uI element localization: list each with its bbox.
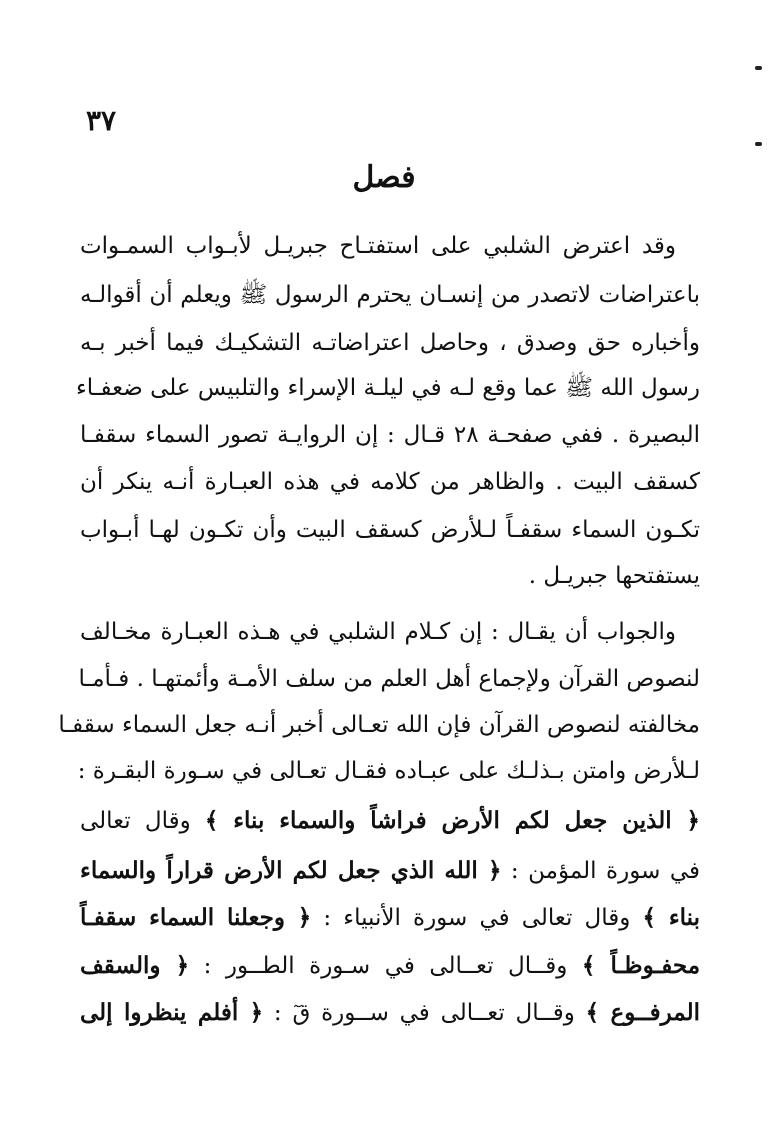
quran-verse: ﴿ الذين جعل لكم الأرض فراشاً والسماء بناء ﴾ [204,807,700,834]
text-line: البصيرة . ففي صفحـة ٢٨ قـال : إن الروايـة تصور السماء سقفـا [80,422,700,448]
text-line: وأخباره حق وصدق ، وحاصل اعتراضاتـه التشكيـك فيما أخبر بـه [80,330,700,356]
text-line: كسقف البيت . والظاهر من كلامه في هذه العبـارة أنـه ينكر أن [80,469,700,495]
verse-line [80,898,700,938]
text-line: لـلأرض وامتن بـذلـك على عبـاده فقـال تعـالى في سـورة البقـرة : [77,758,700,784]
text-span: وقــال تعــالى في ســورة قٓ : [263,1000,586,1026]
quran-verse: ﴿ أفلم ينظروا إلى [80,999,264,1026]
text-line: لنصوص القرآن ولإجماع أهل العلم من سلف الأمـة وأئمتهـا . فـأمـا [78,666,700,692]
text-span: وقال تعالى في سورة الأنبياء : [311,905,643,931]
margin-mark [755,66,762,70]
margin-mark [755,142,762,146]
quran-verse: محفـوظـاً ﴾ [581,952,701,979]
verse-line [80,801,700,841]
text-line: رسول الله ﷺ عما وقع لـه في ليلـة الإسراء والتلبيس على ضعفـاء [75,375,700,401]
text-line: يستفتحها جبريـل . [528,563,700,589]
quran-verse: بناء ﴾ [642,904,700,931]
quran-verse: المرفــوع ﴾ [585,999,700,1026]
text-line: مخالفته لنصوص القرآن فإن الله تعـالى أخبر أنـه جعل السماء سقفـا [58,712,700,738]
verse-line [80,993,700,1033]
section-heading: فصل [352,160,416,195]
text-line: باعتراضات لاتصدر من إنسـان يحترم الرسول ﷺ ويعلم أن أقوالـه [80,282,700,308]
verse-line [80,851,700,891]
quran-verse: ﴿ وجعلنا السماء سقفـاً [80,904,312,931]
text-line: تكـون السماء سقفـاً لـلأرض كسقف البيت وأن تكـون لهـا أبـواب [80,517,700,543]
text-line: وقد اعترض الشلبي على استفتـاح جبريـل لأبـواب السمـوات [80,233,676,259]
quran-verse: ﴿ والسقف [80,952,190,979]
quran-verse: ﴿ الله الذي جعل لكم الأرض قراراً والسماء [80,857,502,884]
text-line: والجواب أن يقـال : إن كـلام الشلبي في هـذه العبـارة مخـالف [80,619,676,645]
verse-line [80,946,700,986]
page-number: ٣٧ [86,104,117,137]
text-span: وقال تعالى [80,808,205,834]
text-span: في سورة المؤمن : [501,858,700,884]
text-span: وقــال تعــالى في سـورة الطــور : [189,953,582,979]
